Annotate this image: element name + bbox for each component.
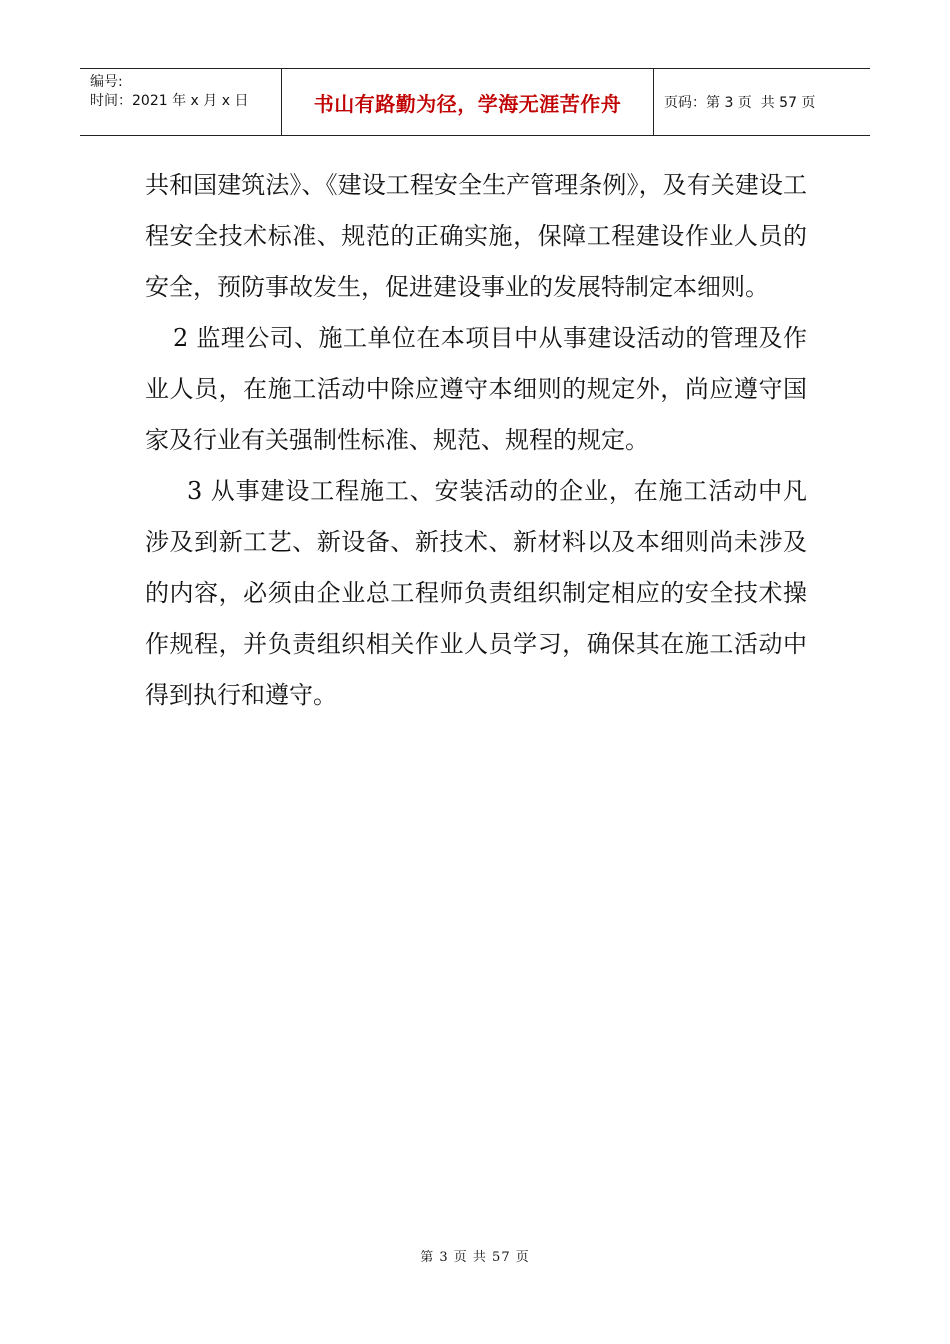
paragraph-2: 2 监理公司、施工单位在本项目中从事建设活动的管理及作业人员，在施工活动中除应遵守本细则的规定外，尚应遵守国家及行业有关强制性标准、规范、规程的规定。 xyxy=(145,324,807,454)
page-footer xyxy=(0,1246,950,1265)
time-label: 时间：2021 年 x 月 x 日 xyxy=(90,93,249,109)
paragraph-1: 共和国建筑法》、《建设工程安全生产管理条例》，及有关建设工程安全技术标准、规范的正确实施，保障工程建设作业人员的安全，预防事故发生，促进建设事业的发展特制定本细则。 xyxy=(145,171,807,301)
header-page-cell xyxy=(654,69,870,135)
header-motto-cell xyxy=(282,69,654,135)
page-info: 页码：第 3 页 共 57 页 xyxy=(664,95,816,111)
number-label: 编号: xyxy=(90,74,123,90)
motto-text: 书山有路勤为径，学海无涯苦作舟 xyxy=(313,91,622,116)
document-header xyxy=(80,68,870,136)
footer-page-number: 第 3 页 共 57 页 xyxy=(420,1250,530,1265)
document-body xyxy=(145,160,807,721)
header-meta-cell xyxy=(80,69,282,135)
paragraph-3: 3 从事建设工程施工、安装活动的企业，在施工活动中凡涉及到新工艺、新设备、新技术、新材料以及本细则尚未涉及的内容，必须由企业总工程师负责组织制定相应的安全技术操作规程，并负责组织相关作业人员学习，确保其在施工活动中得到执行和遵守。 xyxy=(145,477,807,709)
